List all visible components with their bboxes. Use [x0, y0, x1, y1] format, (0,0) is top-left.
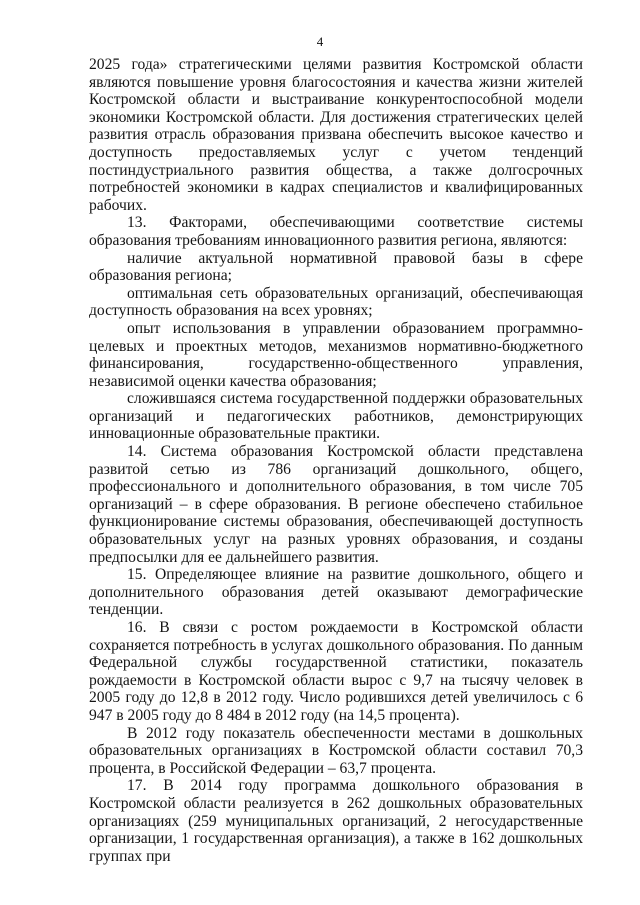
paragraph-16: 16. В связи с ростом рождаемости в Костромской области сохраняется потребность в услугах дошкольного образования. По данным Федеральной службы государственной статистики, показатель рождаемости в Костромской области вырос с 9,7 на тысячу человек в 2005 году до 12,8 в 2012 году. Число родившихся детей увеличилось с 6 947 в 2005 году до 8 484 в 2012 году (на 14,5 процента). — [89, 619, 583, 724]
page-number: 4 — [316, 34, 324, 49]
paragraph-17: 17. В 2014 году программа дошкольного образования в Костромской области реализуется в 262 дошкольных образовательных организациях (259 муниципальных организаций, 2 негосударственные организации, 1 государственная организация), а также в 162 дошкольных группах при — [89, 777, 583, 865]
list-item-support: сложившаяся система государственной поддержки образовательных организаций и педагогических работников, демонстрирующих инновационные образовательные практики. — [89, 390, 583, 443]
list-item-management: опыт использования в управлении образованием программно-целевых и проектных методов, механизмов нормативно-бюджетного финансирования, государственно-общественного управления, независимой оценки качества образования; — [89, 319, 583, 390]
paragraph-13: 13. Факторами, обеспечивающими соответствие системы образования требованиям инновационного развития региона, являются: — [89, 214, 583, 249]
document-body — [89, 56, 583, 865]
paragraph-15: 15. Определяющее влияние на развитие дошкольного, общего и дополнительного образования детей оказывают демографические тенденции. — [89, 566, 583, 619]
paragraph-continuation: 2025 года» стратегическими целями развития Костромской области являются повышение уровня благосостояния и качества жизни жителей Костромской области и выстраивание конкурентоспособной модели экономики Костромской области. Для достижения стратегических целей развития отрасль образования призвана обеспечить высокое качество и доступность предоставляемых услуг с учетом тенденций постиндустриального развития общества, а также долгосрочных потребностей экономики в кадрах специалистов и квалифицированных рабочих. — [89, 56, 583, 214]
paragraph-14: 14. Система образования Костромской области представлена развитой сетью из 786 организаций дошкольного, общего, профессионального и дополнительного образования, в том числе 705 организаций – в сфере образования. В регионе обеспечено стабильное функционирование системы образования, обеспечивающей доступность образовательных услуг на разных уровнях образования, и созданы предпосылки для ее дальнейшего развития. — [89, 443, 583, 566]
list-item-network: оптимальная сеть образовательных организаций, обеспечивающая доступность образования на всех уровнях; — [89, 284, 583, 320]
list-item-legal-base: наличие актуальной нормативной правовой базы в сфере образования региона; — [89, 249, 583, 285]
paragraph-2012-coverage: В 2012 году показатель обеспеченности местами в дошкольных образовательных организациях в Костромской области составил 70,3 процента, в Российской Федерации – 63,7 процента. — [89, 724, 583, 777]
